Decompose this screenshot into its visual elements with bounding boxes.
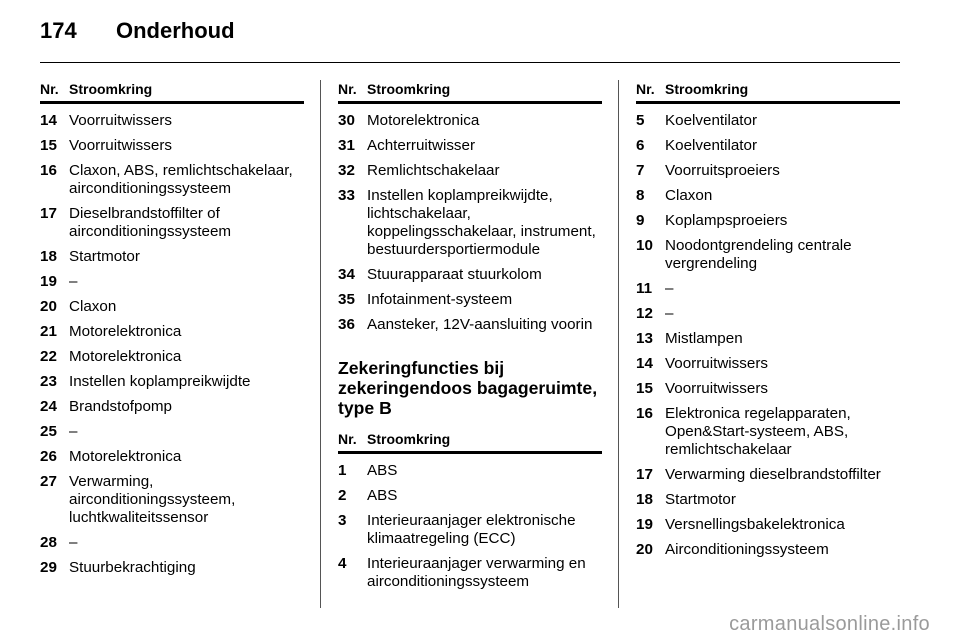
fuse-row <box>636 459 900 484</box>
fuse-row <box>40 130 304 155</box>
fuse-circuit: Claxon <box>69 298 117 315</box>
page-header <box>40 0 900 63</box>
watermark: carmanualsonline.info <box>729 613 930 635</box>
fuse-row <box>636 103 900 131</box>
header-circuit: Stroomkring <box>665 80 900 103</box>
fuse-row <box>636 398 900 459</box>
fuse-row <box>40 527 304 552</box>
fuse-number: 32 <box>338 162 355 179</box>
fuse-row <box>40 198 304 241</box>
header-circuit: Stroomkring <box>367 430 602 453</box>
header-nr: Nr. <box>338 80 367 103</box>
fuse-circuit: Stuurapparaat stuurkolom <box>367 266 542 283</box>
fuse-row <box>40 316 304 341</box>
fuse-circuit: – <box>665 280 674 297</box>
fuse-circuit: Elektronica regelapparaten, Open&Start-systeem, ABS, remlichtschakelaar <box>665 405 851 458</box>
fuse-row <box>338 309 602 334</box>
fuse-number: 9 <box>636 212 645 229</box>
fuse-circuit: Aansteker, 12V-aansluiting voorin <box>367 316 593 333</box>
fuse-circuit: Claxon, ABS, remlichtschakelaar, airconditioningssysteem <box>69 162 293 197</box>
fuse-row <box>636 205 900 230</box>
fuse-circuit: Koelventilator <box>665 112 758 129</box>
fuse-circuit: Instellen koplampreikwijdte <box>69 373 251 390</box>
fuse-number: 14 <box>636 355 653 372</box>
page-number: 174 <box>40 18 77 43</box>
column-divider <box>320 80 321 608</box>
fuse-row <box>636 298 900 323</box>
fuse-circuit: Brandstofpomp <box>69 398 172 415</box>
fuse-row <box>40 366 304 391</box>
fuse-row <box>338 505 602 548</box>
fuse-number: 18 <box>40 248 57 265</box>
fuse-table-type-b <box>338 430 602 591</box>
fuse-circuit: Mistlampen <box>665 330 743 347</box>
fuse-circuit: Infotainment-systeem <box>367 291 513 308</box>
fuse-row <box>636 230 900 273</box>
fuse-row <box>338 548 602 591</box>
fuse-number: 20 <box>636 541 653 558</box>
fuse-circuit: Stuurbekrachtiging <box>69 559 196 576</box>
fuse-row <box>636 373 900 398</box>
fuse-number: 1 <box>338 462 347 479</box>
fuse-circuit: Versnellingsbakelektronica <box>665 516 845 533</box>
fuse-row <box>40 155 304 198</box>
fuse-number: 33 <box>338 187 355 204</box>
fuse-number: 5 <box>636 112 645 129</box>
fuse-number: 14 <box>40 112 57 129</box>
fuse-row <box>636 509 900 534</box>
fuse-circuit: Voorruitwissers <box>665 380 768 397</box>
fuse-number: 25 <box>40 423 57 440</box>
fuse-number: 10 <box>636 237 653 254</box>
fuse-number: 19 <box>636 516 653 533</box>
fuse-number: 22 <box>40 348 57 365</box>
fuse-number: 13 <box>636 330 653 347</box>
fuse-circuit: Remlichtschakelaar <box>367 162 500 179</box>
fuse-circuit: Startmotor <box>69 248 140 265</box>
fuse-circuit: Achterruitwisser <box>367 137 476 154</box>
fuse-number: 36 <box>338 316 355 333</box>
fuse-circuit: Koelventilator <box>665 137 758 154</box>
fuse-number: 12 <box>636 305 653 322</box>
fuse-number: 7 <box>636 162 645 179</box>
fuse-row <box>40 266 304 291</box>
fuse-row <box>338 130 602 155</box>
fuse-number: 18 <box>636 491 653 508</box>
fuse-circuit: Noodontgrendeling centrale vergrendeling <box>665 237 852 272</box>
fuse-number: 20 <box>40 298 57 315</box>
fuse-number: 15 <box>636 380 653 397</box>
fuse-circuit: ABS <box>367 462 398 479</box>
fuse-number: 6 <box>636 137 645 154</box>
section-heading: Zekeringfuncties bij zekeringendoos bagageruimte, type B <box>338 358 598 418</box>
fuse-circuit: Verwarming dieselbrandstoffilter <box>665 466 881 483</box>
fuse-circuit: – <box>69 273 78 290</box>
fuse-circuit: – <box>69 423 78 440</box>
fuse-number: 15 <box>40 137 57 154</box>
fuse-number: 31 <box>338 137 355 154</box>
fuse-row <box>40 103 304 131</box>
fuse-circuit: Voorruitwissers <box>69 112 172 129</box>
fuse-row <box>40 291 304 316</box>
fuse-row <box>40 341 304 366</box>
fuse-row <box>338 284 602 309</box>
fuse-circuit: ABS <box>367 487 398 504</box>
fuse-table <box>40 80 304 577</box>
fuse-circuit: Interieuraanjager verwarming en airconditioningssysteem <box>367 555 586 590</box>
fuse-circuit: Claxon <box>665 187 713 204</box>
fuse-circuit: Voorruitsproeiers <box>665 162 780 179</box>
fuse-row <box>338 453 602 481</box>
fuse-row <box>636 323 900 348</box>
fuse-row <box>40 441 304 466</box>
fuse-row <box>636 348 900 373</box>
fuse-number: 27 <box>40 473 57 490</box>
fuse-row <box>636 534 900 559</box>
header-circuit: Stroomkring <box>367 80 602 103</box>
fuse-number: 16 <box>40 162 57 179</box>
fuse-circuit: – <box>69 534 78 551</box>
fuse-circuit: Koplampsproeiers <box>665 212 788 229</box>
fuse-number: 23 <box>40 373 57 390</box>
fuse-number: 30 <box>338 112 355 129</box>
fuse-row <box>338 259 602 284</box>
fuse-row <box>40 552 304 577</box>
fuse-row <box>636 155 900 180</box>
fuse-table <box>338 80 602 334</box>
fuse-circuit: Voorruitwissers <box>665 355 768 372</box>
fuse-row <box>40 391 304 416</box>
fuse-row <box>636 484 900 509</box>
fuse-number: 2 <box>338 487 347 504</box>
fuse-number: 19 <box>40 273 57 290</box>
fuse-row <box>636 180 900 205</box>
column-right <box>636 80 900 559</box>
fuse-row <box>40 416 304 441</box>
column-left <box>40 80 304 577</box>
fuse-row <box>636 273 900 298</box>
fuse-number: 11 <box>636 280 653 297</box>
page-title: Onderhoud <box>116 18 235 43</box>
header-circuit: Stroomkring <box>69 80 304 103</box>
fuse-circuit: Motorelektronica <box>69 448 182 465</box>
fuse-circuit: Dieselbrandstoffilter of airconditioningssysteem <box>69 205 232 240</box>
fuse-number: 29 <box>40 559 57 576</box>
fuse-circuit: Motorelektronica <box>69 348 182 365</box>
fuse-number: 16 <box>636 405 653 422</box>
fuse-row <box>40 466 304 527</box>
fuse-row <box>40 241 304 266</box>
fuse-circuit: Startmotor <box>665 491 736 508</box>
fuse-number: 21 <box>40 323 57 340</box>
fuse-circuit: – <box>665 305 674 322</box>
fuse-number: 17 <box>40 205 57 222</box>
header-nr: Nr. <box>40 80 69 103</box>
fuse-circuit: Interieuraanjager elektronische klimaatregeling (ECC) <box>367 512 576 547</box>
fuse-row <box>338 103 602 131</box>
fuse-number: 24 <box>40 398 57 415</box>
fuse-circuit: Motorelektronica <box>69 323 182 340</box>
column-middle <box>338 80 602 591</box>
fuse-circuit: Instellen koplampreikwijdte, lichtschakelaar, koppelingsschakelaar, instrument, bestuurdersportiermodule <box>367 187 596 258</box>
header-nr: Nr. <box>338 430 367 453</box>
fuse-circuit: Voorruitwissers <box>69 137 172 154</box>
fuse-row <box>636 130 900 155</box>
column-divider <box>618 80 619 608</box>
header-nr: Nr. <box>636 80 665 103</box>
fuse-circuit: Airconditioningssysteem <box>665 541 829 558</box>
fuse-row <box>338 480 602 505</box>
fuse-circuit: Verwarming, airconditioningssysteem, luchtkwaliteitssensor <box>69 473 236 526</box>
fuse-number: 17 <box>636 466 653 483</box>
fuse-row <box>338 180 602 259</box>
fuse-number: 35 <box>338 291 355 308</box>
fuse-number: 34 <box>338 266 355 283</box>
fuse-number: 8 <box>636 187 645 204</box>
fuse-number: 28 <box>40 534 57 551</box>
fuse-row <box>338 155 602 180</box>
fuse-number: 3 <box>338 512 347 529</box>
fuse-number: 4 <box>338 555 347 572</box>
fuse-number: 26 <box>40 448 57 465</box>
fuse-table <box>636 80 900 559</box>
fuse-circuit: Motorelektronica <box>367 112 480 129</box>
